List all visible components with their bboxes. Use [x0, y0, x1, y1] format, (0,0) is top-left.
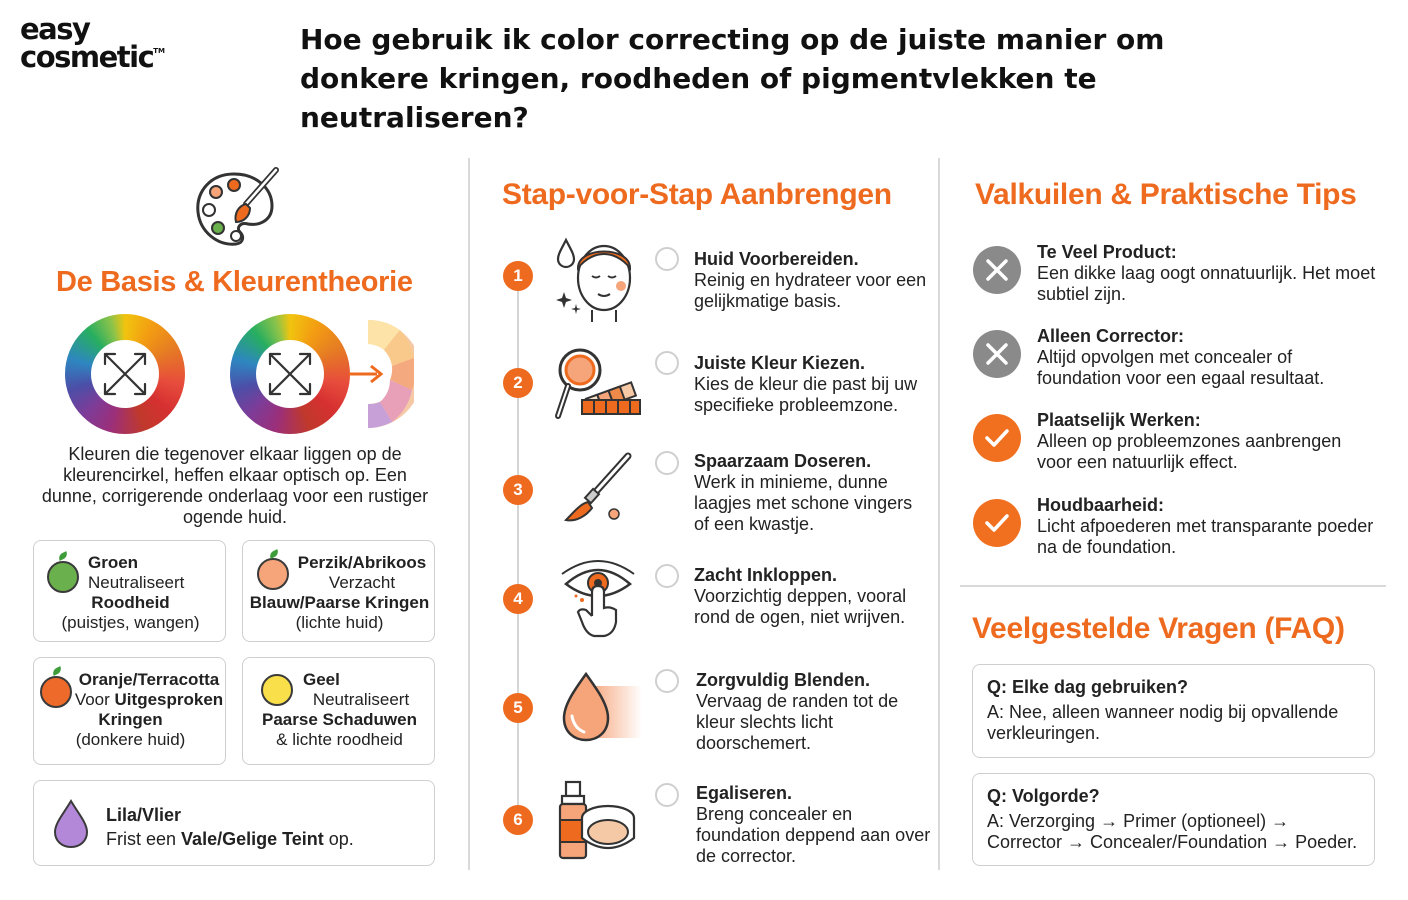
step-6-text: Egaliseren. Breng concealer en foundation deppend aan over de corrector.	[696, 783, 931, 866]
eye-finger-icon	[552, 556, 644, 648]
tips-heading: Valkuilen & Praktische Tips	[975, 178, 1357, 211]
orange-dot-icon	[40, 676, 72, 708]
step-marker	[655, 247, 679, 271]
faq-item: Q: Volgorde? A: Verzorging → Primer (optioneel) → Corrector → Concealer/Foundation → Poeder.	[972, 773, 1375, 866]
step-4-text: Zacht Inkloppen. Voorzichtig deppen, vooral rond de ogen, niet wrijven.	[694, 565, 907, 627]
step-marker	[655, 669, 679, 693]
column-divider	[938, 158, 940, 870]
checkmark-icon	[973, 414, 1021, 462]
face-water-drop-icon	[552, 232, 644, 324]
step-2-text: Juiste Kleur Kiezen. Kies de kleur die past bij uw specifieke probleemzone.	[694, 353, 918, 415]
brand-logo	[20, 12, 180, 74]
section-divider	[960, 585, 1386, 587]
lilac-drop-icon	[52, 799, 90, 849]
step-marker	[655, 783, 679, 807]
step-number: 6	[503, 805, 533, 835]
palette-brush-icon	[190, 164, 286, 254]
step-1-text: Huid Voorbereiden. Reinig en hydrateer voor een gelijkmatige basis.	[694, 249, 927, 311]
tip-4-text: Houdbaarheid: Licht afpoederen met transparante poeder na de foundation.	[1037, 495, 1374, 557]
cross-icon	[973, 246, 1021, 294]
step-number: 5	[503, 693, 533, 723]
tip-2-text: Alleen Corrector: Altijd opvolgen met concealer of foundation voor een egaal resultaat.	[1037, 326, 1325, 388]
basis-text: Kleuren die tegenover elkaar liggen op de kleurencirkel, heffen elkaar optisch op. Een dunne, corrigerende onderlaag voor een rustiger ogende huid.	[41, 444, 429, 527]
step-marker	[655, 451, 679, 475]
step-5-text: Zorgvuldig Blenden. Vervaag de randen tot de kleur slechts licht doorschemert.	[696, 670, 899, 753]
step-timeline	[517, 276, 519, 821]
corrector-card-green: Groen Neutraliseert Roodheid (puistjes, wangen)	[33, 540, 226, 642]
cross-icon	[973, 330, 1021, 378]
step-marker	[655, 351, 679, 375]
step-3-text: Spaarzaam Doseren. Werk in minieme, dunne laagjes met schone vingers of een kwastje.	[694, 451, 913, 534]
peach-icon	[257, 558, 289, 590]
step-marker	[655, 564, 679, 588]
brand-line-2: cosmetic™	[20, 40, 166, 74]
corrector-card-lilac: Lila/Vlier Frist een Vale/Gelige Teint op.	[33, 780, 435, 866]
page-title: Hoe gebruik ik color correcting op de juiste manier om donkere kringen, roodheden of pigmentvlekken te neutraliseren?	[300, 23, 1165, 134]
step-number: 3	[503, 475, 533, 505]
foundation-compact-icon	[552, 776, 644, 868]
column-divider	[468, 158, 470, 870]
checkmark-icon	[973, 499, 1021, 547]
color-wheel	[65, 314, 185, 434]
sponge-icon	[552, 664, 644, 756]
magnifier-swatches-icon	[552, 340, 644, 432]
corrector-card-orange: Oranje/Terracotta Voor Uitgesproken Kringen (donkere huid)	[33, 657, 226, 765]
corrector-card-yellow: Geel Neutraliseert Paarse Schaduwen & lichte roodheid	[242, 657, 435, 765]
corrector-card-peach: Perzik/Abrikoos Verzacht Blauw/Paarse Kringen (lichte huid)	[242, 540, 435, 642]
half-color-wheel	[362, 318, 414, 430]
color-wheel-complement	[230, 314, 350, 434]
faq-heading: Veelgestelde Vragen (FAQ)	[972, 612, 1345, 645]
tip-1-text: Te Veel Product: Een dikke laag oogt onnatuurlijk. Het moet subtiel zijn.	[1037, 242, 1376, 304]
basis-heading: De Basis & Kleurentheorie	[56, 266, 413, 298]
faq-item: Q: Elke dag gebruiken? A: Nee, alleen wanneer nodig bij opvallende verkleuringen.	[972, 664, 1375, 758]
step-number: 2	[503, 368, 533, 398]
brand-line-1: easy	[20, 12, 90, 46]
yellow-dot-icon	[261, 674, 293, 706]
tip-3-text: Plaatselijk Werken: Alleen op probleemzones aanbrengen voor een natuurlijk effect.	[1037, 410, 1342, 472]
steps-heading: Stap-voor-Stap Aanbrengen	[502, 178, 892, 211]
step-number: 4	[503, 584, 533, 614]
brush-icon	[552, 446, 644, 538]
step-number: 1	[503, 261, 533, 291]
